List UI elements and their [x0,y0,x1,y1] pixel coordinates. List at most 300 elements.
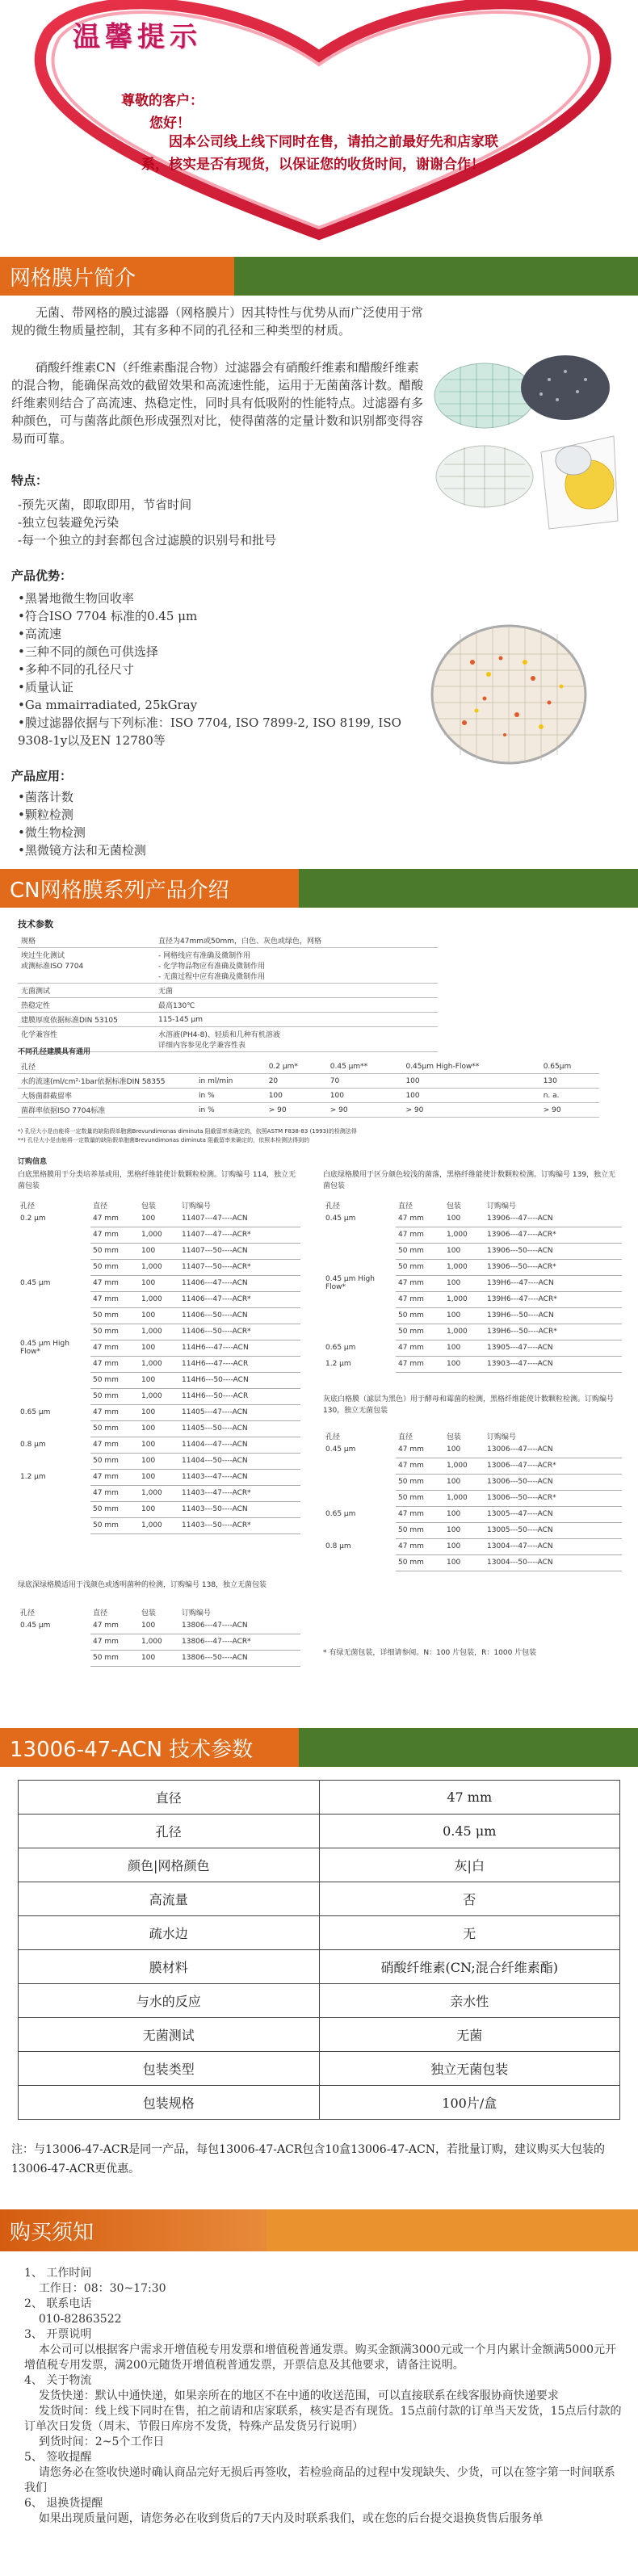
table-cell: 1,000 [444,1259,485,1275]
table-row [323,1490,622,1506]
param-note: 注：与13006-47-ACR是同一产品，每包13006-47-ACR包含10盒13006-47-ACN，若批量订购，建议购买大包装的13006-47-ACR更优惠。 [11,2143,606,2175]
list-item: •黑暑地微生物回收率 [18,591,134,606]
table-cell: 11406---50----ACN [179,1307,300,1324]
table-row [18,1259,300,1275]
table-cell [18,1243,90,1259]
table-cell: 114H6---50----ACN [179,1372,300,1388]
list-item: •符合ISO 7704 标准的0.45 μm [18,609,198,623]
spec-value: 无菌 [155,984,438,998]
table-cell: 0.45 μm [20,1279,51,1287]
table-row [323,1259,622,1275]
table-cell: 50 mm [90,1324,139,1340]
table-cell [18,1485,90,1501]
table-cell: 13906---50----ACN [485,1243,622,1259]
table-cell: 1,000 [139,1517,179,1533]
table-cell: 139H6---50----ACN [485,1307,622,1324]
table-cell: in % [195,1089,266,1103]
table-row [323,1275,622,1291]
table-row [18,1324,300,1340]
table-cell: 50 mm [90,1501,139,1517]
features-title: 特点： [11,473,48,488]
param-label: 膜材料 [19,1950,320,1984]
table-cell: > 90 [327,1103,403,1118]
table-cell: 100 [444,1441,485,1458]
petri-dish-image [428,622,590,767]
list-item: 010-82863522 [24,2313,122,2326]
spec-value: - 网格线应有准确及微制作用 - 化学物品物应有准确及微制作用 - 无菌过程中应有准确及微制作用 [155,948,438,984]
table-cell: 100 [444,1538,485,1554]
table-cell: 13006---47----ACR* [485,1458,622,1474]
table-cell: 47 mm [396,1275,444,1291]
table-row [19,1882,620,1916]
col-header: 包装 [447,1202,462,1210]
table-cell: 0.65 μm [325,1510,356,1518]
advantages-list [18,589,405,749]
spec-value: 直径为47mm或50mm，白色、灰色或绿色，网格 [155,933,438,948]
table-cell: 13005---47----ACN [485,1506,622,1522]
table-cell: 0.65μm [540,1059,599,1074]
table-row [19,1916,620,1950]
list-item: •颗粒检测 [18,808,73,822]
table-cell [18,1517,90,1533]
table-row [323,1291,622,1307]
table-cell [18,1420,90,1437]
col-header: 直径 [93,1609,108,1617]
table-cell: 50 mm [396,1490,444,1506]
table-cell: 1,000 [444,1291,485,1307]
table-cell: 1,000 [444,1227,485,1243]
table-cell: 孔径 [18,1059,195,1074]
table-cell: 1,000 [139,1388,179,1404]
table-cell: 13006---50----ACN [485,1474,622,1490]
table-cell: 0.8 μm [20,1441,46,1449]
table-row [19,2018,620,2052]
table-cell: 100 [139,1307,179,1324]
col-header: 包装 [447,1433,462,1441]
table-cell: 114H6---50----ACR [179,1388,300,1404]
flow-title: 不同孔径建膜具有通用 [18,1048,91,1056]
param-label: 疏水边 [19,1916,320,1950]
list-item: •质量认证 [18,680,73,694]
table-row [18,1013,438,1027]
param-label: 高流量 [19,1882,320,1916]
table-cell: 水的流速(ml/cm²·1bar依据标准DIN 58355 [18,1074,195,1089]
table-row [18,1307,300,1324]
white2-desc: 白底绿格膜用于区分颜色较浅的菌落，黑格纤维能使计数颗粒检测。订购编号 139，独立无菌包装 [323,1171,616,1190]
table-cell: 1,000 [444,1458,485,1474]
table-cell: 100 [139,1469,179,1485]
table-cell: 100 [444,1356,485,1372]
table-cell: 100 [139,1617,179,1634]
list-item: 请您务必在签收快递时确认商品完好无损后再签收，若检验商品的过程中发现缺失、少货，可以在签字第一时间联系我们 [24,2466,615,2494]
notice-banner [0,0,638,242]
intro-p2: 硝酸纤维素CN（纤维素酯混合物）过滤器会有硝酸纤维素和醋酸纤维素的混合物，能确保高效的截留效果和高流速性能，运用于无菌菌落计数。醋酸纤维素则结合了高流速、热稳定性，同时具有低吸附的性能特点。过滤器有多种颜色，可与菌落此颜色形成强烈对比，使得菌落的定量计数和识别都变得容易而可靠。 [11,360,424,446]
table-cell: 0.65 μm [20,1408,51,1416]
table-cell [323,1324,396,1340]
table-cell: 47 mm [90,1340,139,1356]
table-row [18,984,438,998]
table-cell: 13004---50----ACN [485,1554,622,1571]
table-cell: 11403---50----ACN [179,1501,300,1517]
table-cell: 50 mm [396,1307,444,1324]
table-row [19,1781,620,1815]
list-item: 本公司可以根据客户需求开增值税专用发票和增值税普通发票。购买金额满3000元或一个月内累计金额满5000元开增值税专用发票，满200元随货开增值税普通发票，开票信息及其他要求，请备注说明。 [24,2343,617,2372]
table-cell: 47 mm [90,1356,139,1372]
note: **) 孔径大小是由能将一定数量的缺陷假单胞菌Brevundimonas diminuta 阻截留率来确定的，依照本检测法得到的 [18,1137,310,1143]
table-cell: 0.2 μm [20,1215,46,1223]
table-row [323,1243,622,1259]
table-cell: 50 mm [90,1650,139,1666]
table-row [18,1485,300,1501]
table-cell: 50 mm [90,1388,139,1404]
param-table [18,1780,620,2120]
spec-label: 无菌测试 [18,984,155,998]
table-cell: 50 mm [90,1243,139,1259]
list-item: 6、 退换货提醒 [24,2497,103,2510]
table-cell: 47 mm [396,1356,444,1372]
table-cell: > 90 [266,1103,327,1118]
col-header: 孔径 [325,1202,341,1210]
table-cell: > 90 [402,1103,539,1118]
table-cell: 47 mm [90,1404,139,1420]
table-cell: 100 [139,1420,179,1437]
table-cell [323,1243,396,1259]
table-cell [18,1324,90,1340]
table-cell: 100 [139,1453,179,1469]
table-cell: 47 mm [90,1634,139,1650]
col-header: 直径 [398,1202,413,1210]
applications-title: 产品应用： [11,769,73,783]
param-value: 亲水性 [319,1984,620,2018]
table-cell: 47 mm [396,1291,444,1307]
param-value: 否 [319,1882,620,1916]
list-item: 工作日：08：30~17:30 [24,2282,166,2295]
table-cell: 11407---50----ACN [179,1243,300,1259]
table-row [18,1089,599,1103]
table-row [18,948,438,984]
list-item: •三种不同的颜色可供选择 [18,644,158,659]
table-cell: 13906---47----ACN [485,1210,622,1227]
table-row [18,1227,300,1243]
features-list [18,496,422,549]
table-cell: 13906---47----ACR* [485,1227,622,1243]
table-cell: 47 mm [396,1538,444,1554]
table-cell [323,1291,396,1307]
table-cell [18,1372,90,1388]
list-item: -预先灭菌，即取即用，节省时间 [18,497,192,512]
table-cell: 0.45 μm** [327,1059,403,1074]
table-row [18,1275,300,1291]
table-cell [18,1356,90,1372]
table-row [18,1291,300,1307]
list-item: 5、 签收提醒 [24,2451,92,2464]
table-cell: 1,000 [139,1259,179,1275]
table-cell: 100 [139,1501,179,1517]
table-cell: 100 [327,1089,403,1103]
param-value: 无菌 [319,2018,620,2052]
table-cell [323,1474,396,1490]
table-cell: 47 mm [396,1506,444,1522]
notice-hello: 您好！ [149,115,191,132]
table-cell: 菌群率依据ISO 7704标准 [18,1103,195,1118]
table-row [18,1103,599,1118]
table-row [18,933,438,948]
table-cell [18,1307,90,1324]
table-cell: 47 mm [90,1210,139,1227]
table-cell: 100 [139,1650,179,1666]
table-row [323,1554,622,1571]
table-row [18,1210,300,1227]
table-cell: 11406---50----ACR* [179,1324,300,1340]
table-cell: 100 [444,1554,485,1571]
table-cell: 47 mm [90,1291,139,1307]
section-header-purchase [0,2209,638,2251]
table-cell: 1,000 [139,1324,179,1340]
table-cell: 1.2 μm [325,1360,351,1368]
table-cell: 50 mm [396,1474,444,1490]
table-cell: 11404---47----ACN [179,1437,300,1453]
table-row [18,1501,300,1517]
table-cell: 47 mm [396,1210,444,1227]
filter-membranes-image [428,347,622,533]
col-header: 订购编号 [182,1609,212,1617]
table-cell: 100 [444,1340,485,1356]
table-row [18,1650,300,1666]
table-row [323,1356,622,1372]
table-cell: 100 [402,1089,539,1103]
col-header: 孔径 [325,1433,341,1441]
table-cell [18,1291,90,1307]
table-cell: 13004---47----ACN [485,1538,622,1554]
table-row [19,1815,620,1848]
spec-label: 埃过生化测试 或测标准ISO 7704 [18,948,155,984]
table-cell: 0.45μm High-Flow** [402,1059,539,1074]
table-cell: 0.45 μm [325,1215,356,1223]
table-cell: 13806---47----ACR* [179,1634,300,1650]
table-cell: 11404---50----ACN [179,1453,300,1469]
flow-table [18,1059,599,1118]
param-label: 颜色|网格颜色 [19,1848,320,1882]
table-cell: 13006---47----ACN [485,1441,622,1458]
section-title: CN网格膜系列产品介绍 [0,869,299,908]
list-item: 4、 关于物流 [24,2374,92,2387]
spec-value: 水溶液(PH4-8)、轻质和几种有机溶液 详细内容参见化学兼容性表 [155,1027,438,1052]
table-cell: 0.65 μm [325,1344,356,1352]
table-cell: 47 mm [396,1441,444,1458]
spec-label: 热稳定性 [18,998,155,1013]
table-cell: 47 mm [90,1437,139,1453]
table-row [18,1074,599,1089]
section-header-params [0,1728,638,1767]
table-row [18,1243,300,1259]
list-item: •多种不同的孔径尺寸 [18,662,134,677]
table-cell: 47 mm [90,1227,139,1243]
table-cell: 11403---50----ACR* [179,1517,300,1533]
table-cell [323,1307,396,1324]
purchase-info [24,2266,622,2527]
order-title: 订购信息 [18,1158,48,1166]
param-label: 直径 [19,1781,320,1815]
param-label: 包装规格 [19,2086,320,2120]
list-item: •微生物检测 [18,825,86,840]
section-header-intro [0,257,638,296]
table-cell: n. a. [540,1089,599,1103]
table-cell: 20 [266,1074,327,1089]
table-cell: 100 [139,1340,179,1356]
table-cell: 0.45 μm [325,1445,356,1454]
list-item: 到货时间：2~5个工作日 [24,2435,165,2448]
table-row [18,1617,300,1634]
table-cell: 11406---47----ACR* [179,1291,300,1307]
col-header: 订购编号 [487,1433,517,1441]
specs-table [18,933,438,1052]
table-cell [323,1227,396,1243]
table-cell: 50 mm [396,1259,444,1275]
col-header: 直径 [398,1433,413,1441]
white2-order-table [323,1200,622,1373]
table-cell [18,1227,90,1243]
table-cell: 50 mm [396,1554,444,1571]
param-value: 无 [319,1916,620,1950]
spec-value: 最高130℃ [155,998,438,1013]
table-cell: 114H6---47----ACR [179,1356,300,1372]
table-cell: 50 mm [90,1259,139,1275]
table-cell: 0.45 μm High Flow* [20,1340,69,1356]
table-cell: 11406---47----ACN [179,1275,300,1291]
table-cell: 0.8 μm [325,1542,351,1550]
table-cell: 100 [444,1522,485,1538]
list-item: •黑微镜方法和无菌检测 [18,843,146,858]
list-item: •膜过滤器依据与下列标准：ISO 7704, ISO 7899-2, ISO 8199, ISO 9308-1y以及EN 12780等 [18,715,401,748]
list-item: 发货快递：默认中通快递，如果亲所在的地区不在中通的收送范围，可以直接联系在线客服协商快递要求 [24,2389,559,2402]
table-cell: 100 [139,1404,179,1420]
notice-body: 因本公司线上线下同时在售，请拍之前最好先和店家联系，核实是否有现货，以保证您的收货时间，谢谢合作！ [141,134,498,173]
table-row [19,1950,620,1984]
spec-label: 建膜厚度依据标准DIN 53105 [18,1013,155,1027]
table-cell [323,1522,396,1538]
param-value: 47 mm [319,1781,620,1815]
col-header: 包装 [141,1609,157,1617]
table-cell: 100 [139,1243,179,1259]
table-row [323,1538,622,1554]
col-header: 直径 [93,1202,108,1210]
table-cell [323,1458,396,1474]
white-order-table [18,1200,300,1534]
table-cell: 47 mm [90,1485,139,1501]
table-cell: 139H6---50----ACR* [485,1324,622,1340]
section-title: 13006-47-ACN 技术参数 [0,1728,299,1767]
table-cell: 0.2 μm* [266,1059,327,1074]
list-item: -独立包装避免污染 [18,515,120,530]
table-cell: 139H6---47----ACN [485,1275,622,1291]
table-cell: 50 mm [396,1522,444,1538]
list-item: 发货时间：线上线下同时在售，拍之前请和店家联系，核实是否有现货。15点前付款的订单当天发货，15点后付款的订单次日发货（周末、节假日库房不发货，特殊产品发货另行说明） [24,2405,622,2433]
table-cell: 100 [444,1275,485,1291]
table-row [18,1634,300,1650]
note: *) 孔径大小是由能将一定数量的缺陷假单胞菌Brevundimonas diminuta 阻截留率来确定的，依照ASTM F838-83 (1993)的检测法得 [18,1128,357,1135]
table-row [323,1324,622,1340]
table-row [323,1522,622,1538]
table-cell: 50 mm [90,1453,139,1469]
param-label: 与水的反应 [19,1984,320,2018]
table-cell [323,1554,396,1571]
table-row [323,1474,622,1490]
table-row [19,2086,620,2120]
table-cell: in % [195,1103,266,1118]
table-cell: 11407---47----ACN [179,1210,300,1227]
section-title: 网格膜片简介 [0,257,234,296]
white-desc: 白底黑格膜用于分类培养基或用，黑格纤维能使计数颗粒检测。订购编号 114，独立无菌包装 [18,1171,296,1190]
table-row [18,1356,300,1372]
spec-value: 115-145 μm [155,1013,438,1027]
table-cell: 100 [139,1437,179,1453]
table-row [19,1984,620,2018]
table-row [323,1307,622,1324]
table-row [323,1210,622,1227]
table-cell: 11405---50----ACN [179,1420,300,1437]
list-item: •Ga mmairradiated, 25kGray [18,698,198,712]
table-cell: 47 mm [396,1340,444,1356]
table-row [18,1059,599,1074]
table-cell: 50 mm [90,1517,139,1533]
table-cell: 50 mm [90,1372,139,1388]
table-cell: 1,000 [139,1634,179,1650]
table-cell: 47 mm [90,1469,139,1485]
table-cell [18,1650,90,1666]
table-cell: 100 [444,1243,485,1259]
table-cell: 1.2 μm [20,1473,46,1481]
table-cell: 13006---50----ACR* [485,1490,622,1506]
table-cell: 13905---47----ACN [485,1340,622,1356]
table-cell [18,1259,90,1275]
table-cell: 11403---47----ACR* [179,1485,300,1501]
section-title: 购买须知 [0,2209,267,2251]
param-label: 包装类型 [19,2052,320,2086]
table-cell: 100 [139,1275,179,1291]
table-cell [18,1388,90,1404]
table-cell: 1,000 [444,1324,485,1340]
param-value: 100片/盒 [319,2086,620,2120]
spec-label: 化学兼容性 [18,1027,155,1052]
table-cell: 11407---47----ACR* [179,1227,300,1243]
table-cell: 100 [444,1307,485,1324]
table-row [323,1441,622,1458]
param-value: 硝酸纤维素(CN;混合纤维素酯) [319,1950,620,1984]
applications-list [18,788,405,859]
table-row [323,1506,622,1522]
table-row [18,1517,300,1533]
table-cell [195,1059,266,1074]
table-cell: in ml/min [195,1074,266,1089]
table-cell: 114H6---47----ACN [179,1340,300,1356]
table-row [323,1227,622,1243]
table-row [18,1469,300,1485]
table-cell [18,1453,90,1469]
table-cell: 70 [327,1074,403,1089]
table-row [19,1848,620,1882]
table-cell: 11407---50----ACR* [179,1259,300,1275]
spec-label: 规格 [18,933,155,948]
table-cell: 139H6---47----ACR* [485,1291,622,1307]
table-cell: 100 [266,1089,327,1103]
table-cell [18,1501,90,1517]
advantages-title: 产品优势： [11,568,73,583]
list-item: 3、 开票说明 [24,2328,92,2341]
table-cell [323,1259,396,1275]
table-cell: 13005---50----ACN [485,1522,622,1538]
param-label: 无菌测试 [19,2018,320,2052]
table-cell: 大肠菌群截留率 [18,1089,195,1103]
